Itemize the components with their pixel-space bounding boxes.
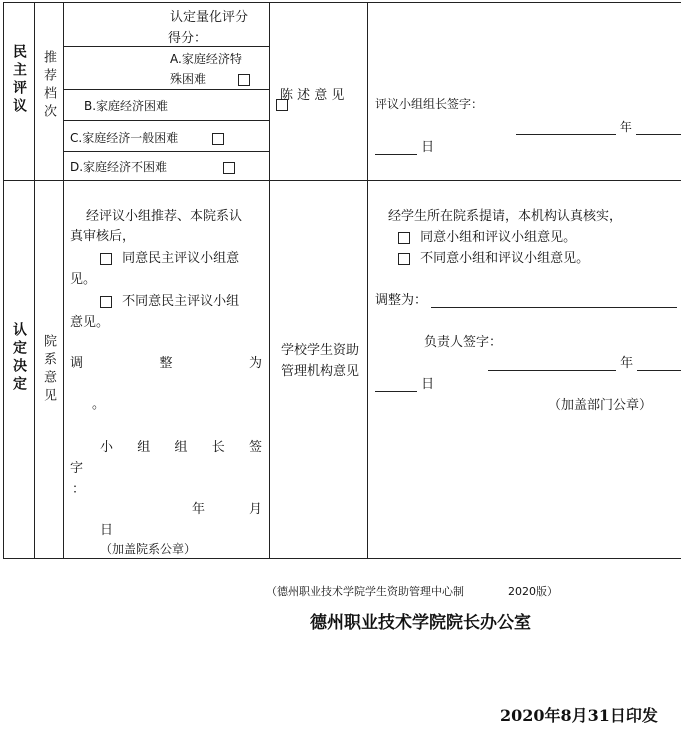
school-disagree-checkbox[interactable]	[398, 253, 410, 265]
option-a-line1: A.家庭经济特	[170, 52, 242, 66]
school-year-blank[interactable]	[488, 370, 616, 371]
month-blank[interactable]	[636, 134, 681, 135]
school-adjust-blank[interactable]	[431, 307, 677, 308]
footer-credit: （德州职业技术学院学生资助管理中心制 2020版）	[266, 585, 558, 598]
school-disagree-row	[398, 247, 589, 266]
section1-year-row	[516, 118, 681, 135]
section1-sublabel: 推荐档次	[41, 50, 56, 122]
dept-agree-checkbox[interactable]	[100, 253, 112, 265]
school-adjust-row	[375, 289, 677, 308]
dept-text-line1: 经评议小组推荐、本院系认	[86, 209, 243, 224]
school-agree-checkbox[interactable]	[398, 232, 410, 244]
sign-char: 签	[248, 440, 262, 455]
year-blank[interactable]	[516, 134, 616, 135]
score-line2: 得分：	[168, 31, 208, 46]
footer-office: 德州职业技术学院院长办公室	[310, 613, 531, 633]
day-blank[interactable]	[375, 154, 417, 155]
dept-day: 日	[100, 523, 114, 538]
dept-sign-tail2: ：	[72, 482, 86, 497]
school-month-blank[interactable]	[637, 370, 681, 371]
year-label: 年	[619, 120, 632, 134]
option-c-row	[70, 129, 224, 146]
school-year-label: 年	[620, 356, 634, 371]
adjust-char: 整	[159, 356, 173, 371]
dept-agree-row	[100, 247, 239, 266]
school-adjust-label: 调整为：	[375, 293, 428, 308]
school-agree-row	[398, 226, 576, 245]
option-c-text: C.家庭经济一般困难	[70, 131, 179, 145]
option-a-text2: 殊困难	[170, 72, 207, 86]
dept-sign-tail1: 字	[70, 461, 84, 476]
dept-disagree-text: 不同意民主评议小组	[122, 294, 240, 309]
option-d-checkbox[interactable]	[223, 162, 235, 174]
option-b: B.家庭经济困难	[84, 99, 169, 113]
option-d-row	[70, 158, 235, 175]
school-disagree-text: 不同意小组和评议小组意见。	[420, 251, 590, 266]
sign-char: 组	[137, 440, 151, 455]
dept-agree-text: 同意民主评议小组意	[122, 251, 240, 266]
dept-year: 年	[192, 502, 206, 517]
leader-sign-label: 评议小组组长签字：	[375, 97, 484, 111]
sign-char: 小	[100, 440, 114, 455]
section2-label: 认定决定	[11, 322, 27, 394]
section2-sublabel: 院系意见	[41, 334, 56, 406]
responsible-sign: 负责人签字：	[424, 335, 503, 350]
section1-label: 民主评议	[11, 44, 27, 116]
option-a-line2	[170, 70, 250, 87]
statement-checkbox[interactable]	[276, 99, 288, 111]
school-agree-text: 同意小组和评议小组意见。	[420, 230, 577, 245]
statement-label: 陈 述 意 见	[280, 88, 345, 103]
day-label: 日	[421, 140, 435, 155]
adjust-char: 调	[70, 356, 84, 371]
dept-month: 月	[248, 502, 262, 517]
dept-seal: （加盖院系公章）	[100, 542, 197, 556]
dept-disagree-checkbox[interactable]	[100, 296, 112, 308]
dept-sign-row	[100, 436, 262, 455]
footer-date: 2020年8月31日印发	[500, 706, 658, 725]
school-day-blank[interactable]	[375, 391, 417, 392]
sign-char: 组	[174, 440, 188, 455]
dept-adjust-period: 。	[92, 397, 106, 412]
option-d-text: D.家庭经济不困难	[70, 160, 168, 174]
dept-disagree-row	[100, 290, 239, 309]
school-label: 学校学生资助管理机构意见	[280, 343, 359, 379]
option-c-checkbox[interactable]	[212, 133, 224, 145]
dept-agree-line2: 见。	[70, 272, 97, 287]
dept-text-line2: 真审核后，	[70, 229, 136, 244]
option-a-checkbox[interactable]	[238, 74, 250, 86]
adjust-char: 为	[248, 356, 262, 371]
school-day-label: 日	[421, 377, 435, 392]
school-year-row	[488, 352, 681, 371]
school-seal: （加盖部门公章）	[548, 398, 653, 413]
school-day-row	[375, 373, 434, 392]
dept-year-row	[192, 498, 262, 517]
dept-adjust-row	[70, 352, 262, 371]
dept-disagree-line2: 意见。	[70, 315, 110, 330]
score-line1: 认定量化评分	[170, 10, 249, 25]
section1-day-row	[375, 136, 434, 155]
school-text-line1: 经学生所在院系提请，本机构认真核实，	[388, 209, 623, 224]
sign-char: 长	[211, 440, 225, 455]
